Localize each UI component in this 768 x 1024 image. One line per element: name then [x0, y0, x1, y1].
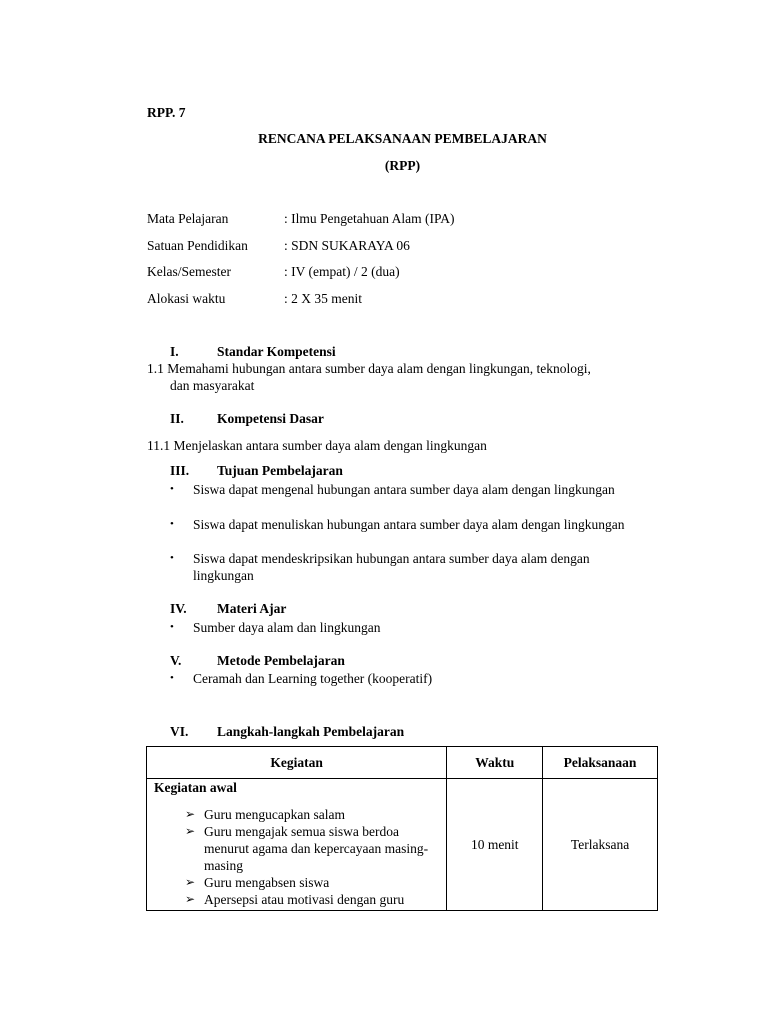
header-pelaksanaan: Pelaksanaan — [543, 747, 658, 779]
waktu-cell: 10 menit — [447, 779, 543, 911]
section-3-number: III. — [170, 463, 190, 478]
steps-table — [146, 746, 658, 911]
bullet-icon: • — [170, 672, 174, 684]
activity-list — [147, 806, 446, 908]
info-label-kelas-semester: Kelas/Semester — [147, 264, 231, 279]
section-5-title: Metode Pembelajaran — [217, 653, 345, 668]
method-item-1: Ceramah dan Learning together (kooperatif) — [193, 671, 433, 686]
section-5-number: V. — [170, 653, 182, 668]
activity-item-text: Guru mengucapkan salam — [204, 807, 345, 822]
header-waktu: Waktu — [447, 747, 543, 779]
pelaksanaan-cell: Terlaksana — [543, 779, 658, 911]
document-title: RENCANA PELAKSANAAN PEMBELAJARAN — [258, 131, 547, 146]
table-row — [147, 779, 658, 911]
info-value-kelas-semester: : IV (empat) / 2 (dua) — [284, 264, 400, 279]
activity-item-text: Guru mengabsen siswa — [204, 875, 330, 890]
objective-item-1: Siswa dapat mengenal hubungan antara sumber daya alam dengan lingkungan — [193, 482, 615, 497]
list-item — [147, 823, 446, 874]
bullet-icon: • — [170, 621, 174, 633]
section-1-number: I. — [170, 344, 179, 359]
activity-item-text: Guru mengajak semua siswa berdoa menurut agama dan kepercayaan masing-masing — [204, 824, 429, 873]
list-item — [147, 891, 446, 908]
table-header-row — [147, 747, 658, 779]
section-3-title: Tujuan Pembelajaran — [217, 463, 343, 478]
arrow-bullet-icon: ➢ — [185, 875, 196, 889]
activity-item-text: Apersepsi atau motivasi dengan guru — [204, 892, 405, 907]
info-value-alokasi-waktu: : 2 X 35 menit — [284, 291, 362, 306]
arrow-bullet-icon: ➢ — [185, 892, 196, 906]
info-value-satuan-pendidikan: : SDN SUKARAYA 06 — [284, 238, 410, 253]
bullet-icon: • — [170, 552, 174, 564]
objective-item-3: Siswa dapat mendeskripsikan hubungan antara sumber daya alam dengan lingkungan — [193, 551, 590, 583]
document-subtitle: (RPP) — [384, 158, 421, 173]
material-item-1: Sumber daya alam dan lingkungan — [193, 620, 381, 635]
activity-title: Kegiatan awal — [154, 780, 237, 795]
document-code: RPP. 7 — [147, 105, 186, 120]
bullet-icon: • — [170, 518, 174, 530]
header-kegiatan: Kegiatan — [147, 747, 447, 779]
section-2-text: 11.1 Menjelaskan antara sumber daya alam dengan lingkungan — [147, 438, 487, 453]
kegiatan-cell — [147, 779, 447, 911]
section-6-title: Langkah-langkah Pembelajaran — [217, 724, 405, 739]
info-label-mata-pelajaran: Mata Pelajaran — [147, 211, 229, 226]
section-1-title: Standar Kompetensi — [217, 344, 336, 359]
section-4-title: Materi Ajar — [217, 601, 287, 616]
info-label-satuan-pendidikan: Satuan Pendidikan — [147, 238, 248, 253]
list-item — [147, 874, 446, 891]
list-item — [147, 806, 446, 823]
arrow-bullet-icon: ➢ — [185, 807, 196, 821]
objective-item-2: Siswa dapat menuliskan hubungan antara sumber daya alam dengan lingkungan — [193, 517, 625, 532]
section-4-number: IV. — [170, 601, 187, 616]
section-1-text-line2: dan masyarakat — [170, 378, 255, 393]
section-6-number: VI. — [170, 724, 189, 739]
section-2-number: II. — [170, 411, 184, 426]
section-1-text-line1: 1.1 Memahami hubungan antara sumber daya alam dengan lingkungan, teknologi, — [147, 361, 591, 376]
info-value-mata-pelajaran: : Ilmu Pengetahuan Alam (IPA) — [284, 211, 455, 226]
info-label-alokasi-waktu: Alokasi waktu — [147, 291, 226, 306]
arrow-bullet-icon: ➢ — [185, 824, 196, 838]
bullet-icon: • — [170, 483, 174, 495]
section-2-title: Kompetensi Dasar — [217, 411, 324, 426]
